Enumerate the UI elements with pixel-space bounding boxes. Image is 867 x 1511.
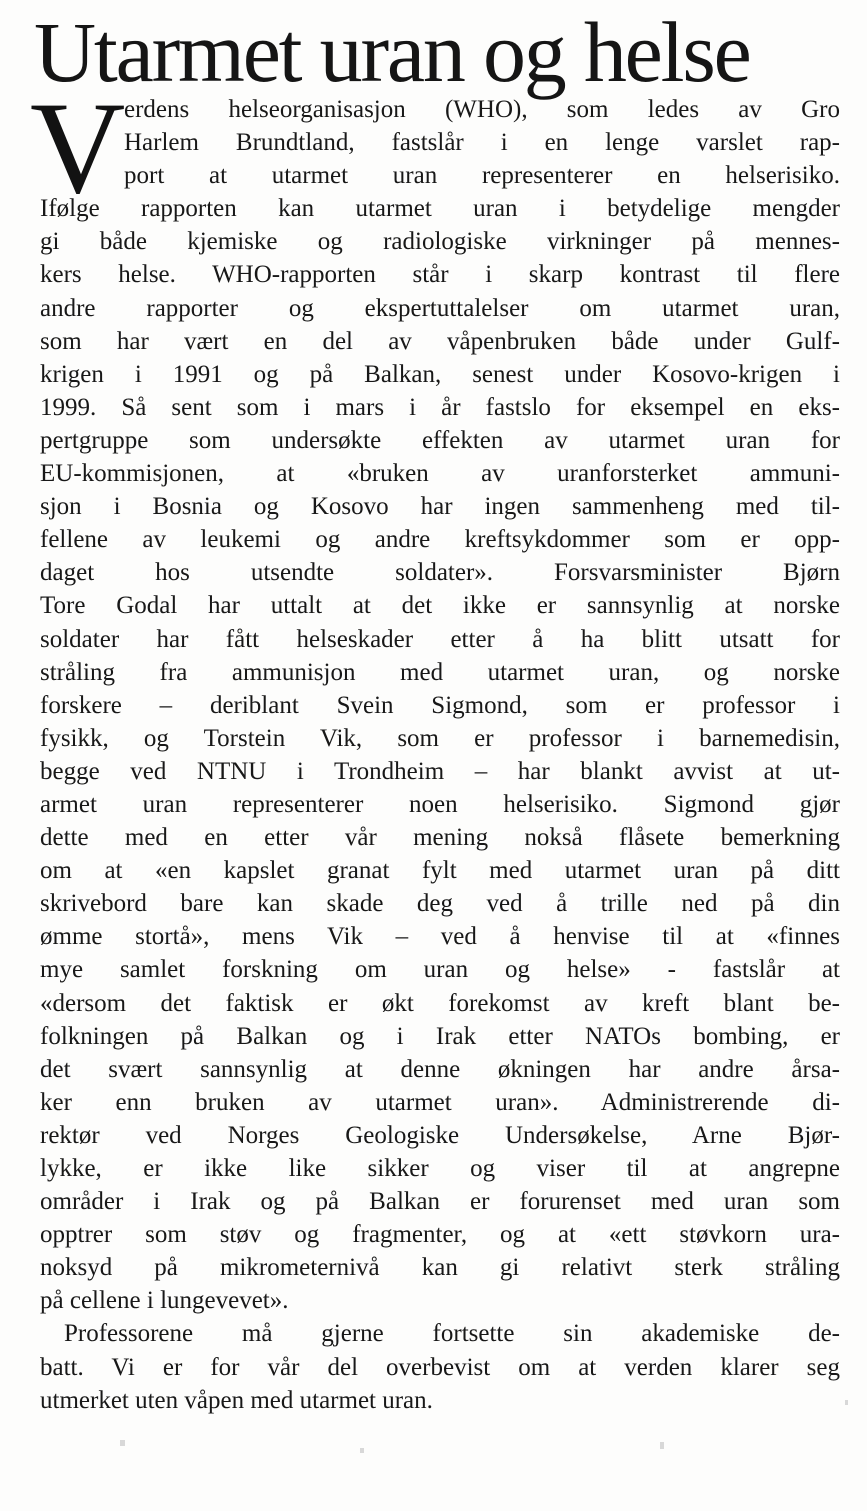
scan-speck: [845, 1400, 848, 1405]
text-line: «dersom det faktisk er økt forekomst av kreft blant be-: [40, 989, 840, 1017]
text-line: soldater har fått helseskader etter å ha blitt utsatt for: [40, 625, 840, 653]
text-line: pertgruppe som undersøkte effekten av utarmet uran for: [40, 426, 840, 454]
text-line: noksyd på mikrometernivå kan gi relativt sterk stråling: [40, 1254, 840, 1282]
text-line: andre rapporter og ekspertuttalelser om utarmet uran,: [40, 294, 840, 322]
scan-speck: [660, 1442, 664, 1449]
text-line: gi både kjemiske og radiologiske virkninger på mennes-: [40, 228, 840, 256]
scan-speck: [360, 1448, 364, 1453]
text-line: daget hos utsendte soldater». Forsvarsminister Bjørn: [40, 559, 840, 587]
text-line: krigen i 1991 og på Balkan, senest under Kosovo-krigen i: [40, 360, 840, 388]
text-line: skrivebord bare kan skade deg ved å trille ned på din: [40, 890, 840, 918]
text-line: rektør ved Norges Geologiske Undersøkelse, Arne Bjør-: [40, 1121, 840, 1149]
text-line: på cellene i lungevevet».: [40, 1287, 289, 1315]
text-line: 1999. Så sent som i mars i år fastslo for eksempel en eks-: [40, 393, 840, 421]
scan-speck: [120, 1440, 125, 1446]
text-line: Professorene må gjerne fortsette sin akademiske de-: [64, 1320, 840, 1348]
text-line: Tore Godal har uttalt at det ikke er sannsynlig at norske: [40, 592, 840, 620]
text-line: mye samlet forskning om uran og helse» - fastslår at: [40, 956, 840, 984]
drop-cap-letter: V: [30, 74, 126, 221]
text-line: fysikk, og Torstein Vik, som er professor i barnemedisin,: [40, 724, 840, 752]
text-line: erdens helseorganisasjon (WHO), som ledes av Gro: [124, 96, 840, 123]
text-line: Ifølge rapporten kan utarmet uran i betydelige mengder: [40, 195, 840, 223]
paragraph-2: [40, 1317, 840, 1416]
text-line: forskere – deriblant Svein Sigmond, som er professor i: [40, 691, 840, 719]
text-line: områder i Irak og på Balkan er forurenset med uran som: [40, 1188, 840, 1216]
text-line: armet uran representerer noen helserisiko. Sigmond gjør: [40, 790, 840, 818]
text-line: ker enn bruken av utarmet uran». Administrerende di-: [40, 1088, 840, 1116]
text-line: ømme stortå», mens Vik – ved å henvise til at «finnes: [40, 923, 840, 951]
text-line: kers helse. WHO-rapporten står i skarp kontrast til flere: [40, 261, 840, 289]
text-line: dette med en etter vår mening nokså flåsete bemerkning: [40, 824, 840, 852]
article-body: [40, 93, 840, 1417]
text-line: utmerket uten våpen med utarmet uran.: [40, 1386, 433, 1414]
text-line: som har vært en del av våpenbruken både under Gulf-: [40, 327, 840, 355]
text-line: det svært sannsynlig at denne økningen har andre årsa-: [40, 1055, 840, 1083]
text-line: begge ved NTNU i Trondheim – har blankt avvist at ut-: [40, 757, 840, 785]
text-line: EU-kommisjonen, at «bruken av uranforsterket ammuni-: [40, 460, 840, 488]
text-line: port at utarmet uran representerer en helserisiko.: [124, 162, 840, 190]
text-line: stråling fra ammunisjon med utarmet uran, og norske: [40, 658, 840, 686]
paragraph-1: [40, 93, 840, 1317]
text-line: Harlem Brundtland, fastslår i en lenge varslet rap-: [124, 129, 840, 157]
text-line: lykke, er ikke like sikker og viser til at angrepne: [40, 1155, 840, 1182]
text-line: batt. Vi er for vår del overbevist om at verden klarer seg: [40, 1353, 840, 1381]
article-headline: Utarmet uran og helse: [34, 4, 750, 100]
text-line: om at «en kapslet granat fylt med utarmet uran på ditt: [40, 857, 840, 885]
text-line: folkningen på Balkan og i Irak etter NATOs bombing, er: [40, 1022, 840, 1050]
text-line: sjon i Bosnia og Kosovo har ingen sammenheng med til-: [40, 493, 840, 521]
text-line: opptrer som støv og fragmenter, og at «ett støvkorn ura-: [40, 1221, 840, 1249]
text-line: fellene av leukemi og andre kreftsykdommer som er opp-: [40, 526, 840, 554]
